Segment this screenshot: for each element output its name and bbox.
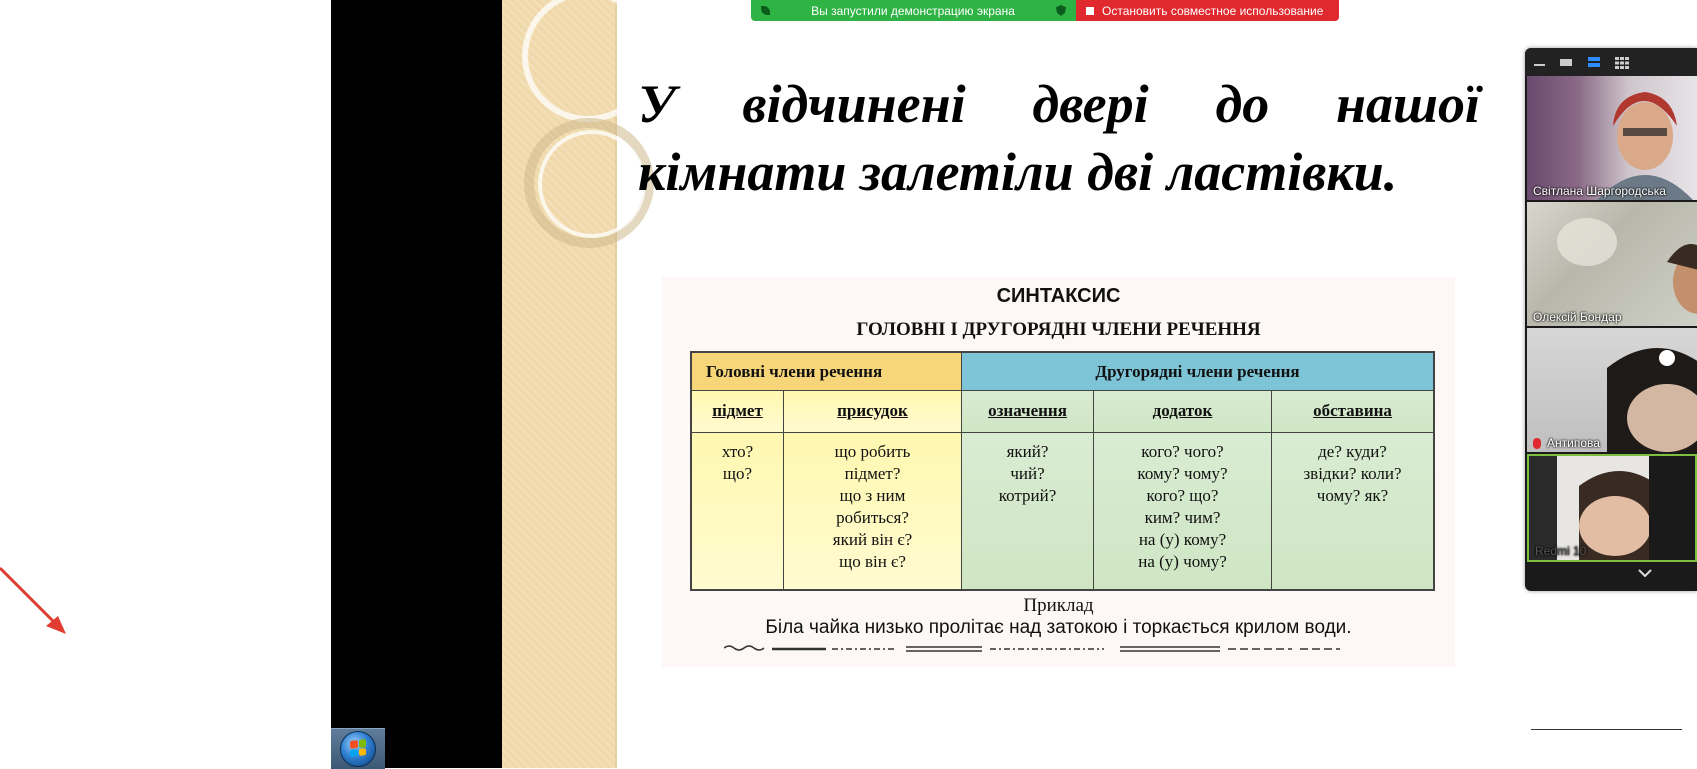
- video-panel: [1525, 48, 1697, 591]
- share-leaf-icon: [761, 6, 770, 15]
- syntax-table-image: [662, 277, 1455, 667]
- speaker-view-icon[interactable]: [1587, 56, 1601, 68]
- gallery-view-icon[interactable]: [1615, 56, 1629, 68]
- example-underlines: [724, 643, 1404, 655]
- participant-name: Redmi 10: [1535, 544, 1587, 558]
- chevron-down-icon[interactable]: [1625, 565, 1665, 585]
- mic-muted-icon: [1533, 438, 1541, 449]
- screen-share-banner: [751, 0, 1339, 21]
- participant-video: [1527, 328, 1697, 452]
- sharing-status-label: Вы запустили демонстрацию экрана: [811, 3, 1015, 18]
- desktop-background: [0, 0, 331, 768]
- participant-name: Антипова: [1533, 436, 1600, 450]
- participant-name: Олексій Бондар: [1533, 310, 1622, 324]
- video-tile-participant-3[interactable]: [1527, 328, 1697, 452]
- column-subject: підмет: [692, 391, 784, 433]
- example-sentence: Біла чайка низько пролітає над затокою і торкається крилом води.: [765, 617, 1352, 638]
- column-attribute: означення: [962, 391, 1094, 433]
- attribute-questions: який? чий? котрий?: [962, 433, 1094, 589]
- video-tile-participant-2[interactable]: [1527, 202, 1697, 326]
- syntax-subtitle: ГОЛОВНІ І ДРУГОРЯДНІ ЧЛЕНИ РЕЧЕННЯ: [856, 319, 1261, 340]
- sharing-status[interactable]: [751, 0, 1076, 21]
- windows-logo-icon: [340, 731, 376, 767]
- object-questions: кого? чого? кому? чому? кого? що? ким? чим? на (у) кому? на (у) чому?: [1094, 433, 1272, 589]
- slide-title: [638, 70, 1480, 206]
- column-predicate: присудок: [784, 391, 962, 433]
- participant-name: Світлана Шаргородська: [1533, 184, 1666, 198]
- column-adverbial: обставина: [1272, 391, 1433, 433]
- security-shield-icon: [1056, 5, 1066, 16]
- secondary-members-header: Другорядні члени речення: [962, 353, 1433, 391]
- column-object: додаток: [1094, 391, 1272, 433]
- screen-black-area: [331, 0, 502, 768]
- stop-icon: [1086, 7, 1094, 15]
- video-tile-participant-4[interactable]: [1527, 454, 1697, 562]
- slide-decoration: [502, 0, 617, 768]
- subject-questions: хто? що?: [692, 433, 784, 589]
- main-members-header: Головні члени речення: [692, 353, 962, 391]
- video-tile-participant-1[interactable]: [1527, 76, 1697, 200]
- presentation-slide: [502, 0, 1525, 768]
- predicate-questions: що робить підмет? що з ним робиться? який він є? що він є?: [784, 433, 962, 589]
- stop-sharing-button[interactable]: [1076, 0, 1339, 21]
- divider-line: [1531, 729, 1682, 730]
- red-arrow-annotation: [0, 560, 80, 640]
- stop-sharing-label: Остановить совместное использование: [1102, 3, 1324, 18]
- adverbial-questions: де? куди? звідки? коли? чому? як?: [1272, 433, 1433, 589]
- windows-start-button[interactable]: [331, 728, 385, 769]
- participant-video: [1527, 202, 1697, 326]
- thumbnail-view-icon[interactable]: [1559, 56, 1573, 68]
- video-panel-toolbar: [1525, 48, 1697, 76]
- slide-title-line-2: кімнати залетіли дві ластівки.: [638, 142, 1398, 202]
- slide-title-line-1: У відчинені двері до нашої: [638, 74, 1480, 134]
- syntax-title: СИНТАКСИС: [996, 285, 1121, 307]
- example-label: Приклад: [1023, 595, 1094, 616]
- participant-video: [1527, 76, 1697, 200]
- sentence-members-table: [690, 351, 1435, 591]
- minimize-icon[interactable]: [1533, 56, 1547, 68]
